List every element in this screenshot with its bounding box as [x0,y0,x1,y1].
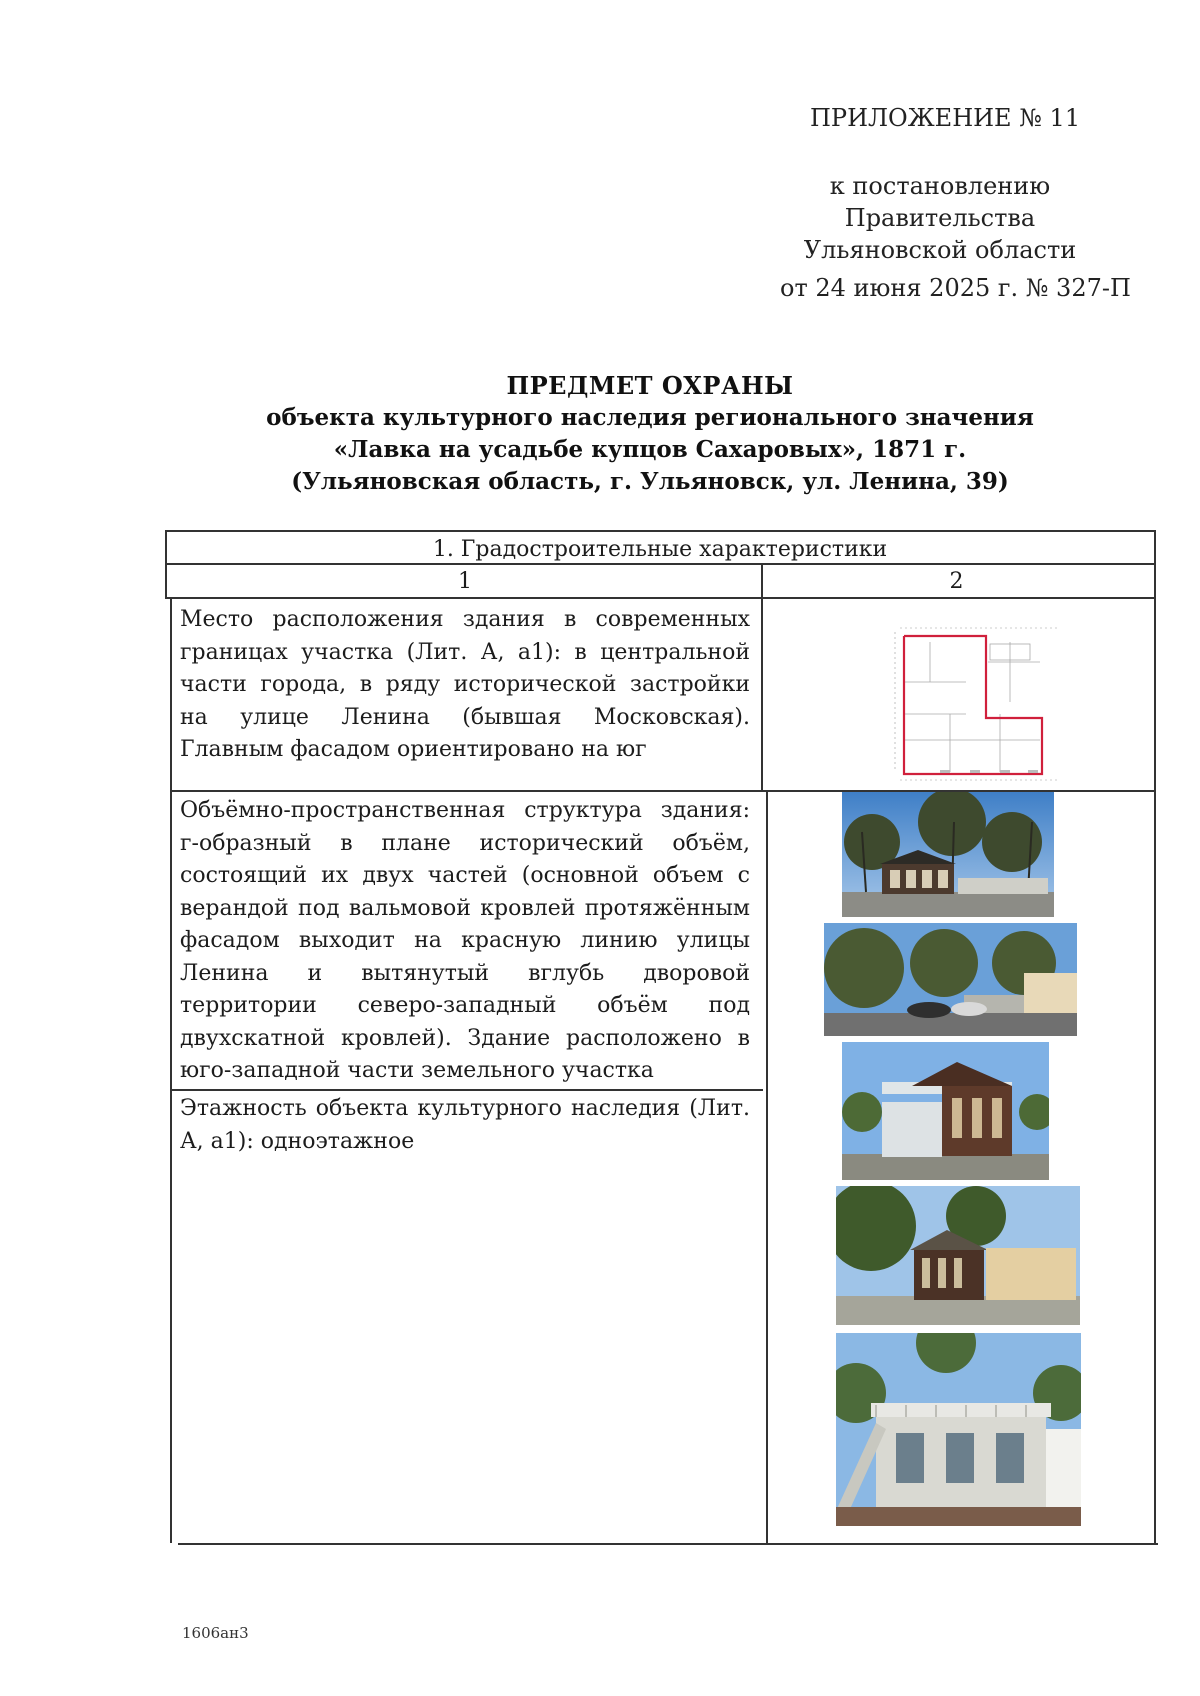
table-divider [170,1089,763,1091]
table-border-left [170,598,172,1543]
section-heading: 1. Градостроительные характеристики [432,537,888,562]
table-border-bottom [178,1543,1158,1545]
title-line-4: (Ульяновская область, г. Ульяновск, ул. Ленина, 39) [291,468,1009,495]
building-photo-corner [842,1042,1049,1180]
row-location-text: Место расположения здания в современных границах участка (Лит. А, а1): в центральной части города, в ряду исторической застройки на улице Ленина (бывшая Московская). Главным фасадом ориентировано на юг [180,607,750,762]
resolution-line-1: к постановлению Правительства [829,172,1051,232]
building-photo-street [824,923,1077,1036]
column-header-2: 2 [949,569,964,594]
table-column-divider [766,790,768,1543]
title-line-2: объекта культурного наследия регионального значения [266,404,1034,431]
row-floors-text: Этажность объекта культурного наследия (Лит. А, а1): одноэтажное [180,1096,750,1154]
decree-date-number: от 24 июня 2025 г. № 327-П [780,274,1131,302]
site-plan-drawing [890,622,1070,782]
appendix-number: ПРИЛОЖЕНИЕ № 11 [810,104,1081,132]
title-line-3: «Лавка на усадьбе купцов Сахаровых», 1871 г. [333,436,967,463]
table-border-top [165,530,1155,532]
table-divider [170,790,763,792]
building-photo-front [842,792,1054,917]
row-structure-text: Объёмно-пространственная структура здания: г-образный в плане исторический объём, состоящий их двух частей (основной объем с верандой под вальмовой кровлей протяжённым фасадом выходит на красную линию улицы Ленина и вытянутый вглубь дворовой территории северо-западный объём под двухскатной кровлей). Здание расположено в юго-западной части земельного участка [180,798,750,1083]
document-title [250,370,1050,498]
building-photo-veranda [836,1333,1081,1526]
resolution-reference [740,170,1140,266]
table-border-right [1154,530,1156,1543]
footer-document-code: 1606ан3 [182,1624,249,1642]
column-header-1: 1 [458,569,472,594]
building-photo-side [836,1186,1080,1325]
table-column-divider [761,563,763,792]
table-divider [165,597,1155,599]
title-line-1: ПРЕДМЕТ ОХРАНЫ [506,371,794,400]
resolution-line-2: Ульяновской области [803,236,1077,264]
